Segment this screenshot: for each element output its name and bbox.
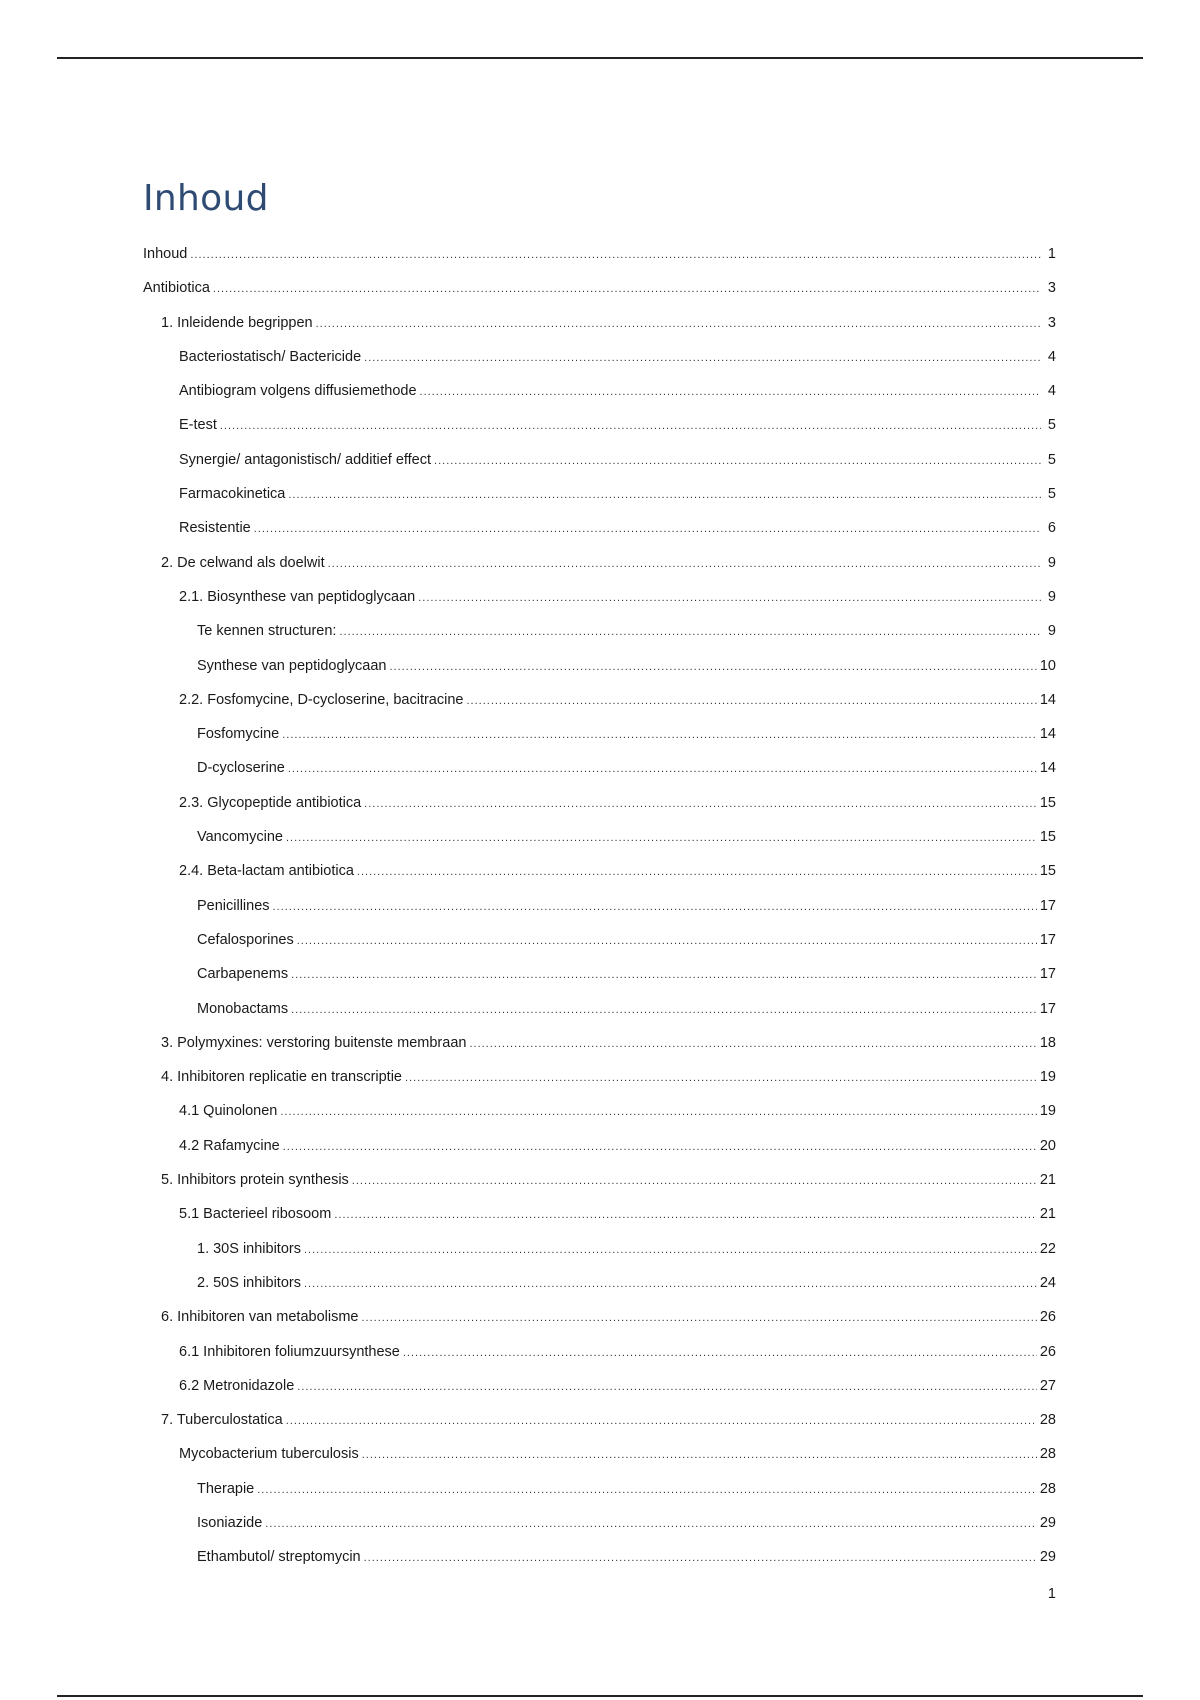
toc-entry[interactable]: [143, 408, 1056, 442]
toc-entry-page: 14: [1039, 760, 1056, 777]
toc-dot-leader: [469, 1027, 1036, 1061]
toc-entry[interactable]: [143, 1369, 1056, 1403]
footer-rule: [57, 1695, 1143, 1697]
toc-entry[interactable]: [143, 820, 1056, 854]
toc-entry[interactable]: [143, 340, 1056, 374]
toc-entry-title: 2. De celwand als doelwit: [161, 554, 325, 571]
toc-dot-leader: [316, 307, 1041, 341]
toc-entry-title: Resistentie: [179, 520, 251, 537]
toc-entry-title: 4.2 Rafamycine: [179, 1137, 280, 1154]
toc-entry-title: 4. Inhibitoren replicatie en transcriptie: [161, 1069, 402, 1086]
toc-entry-title: Penicillines: [197, 897, 270, 914]
toc-dot-leader: [466, 684, 1036, 718]
toc-entry-page: 26: [1039, 1309, 1056, 1326]
toc-entry[interactable]: [143, 443, 1056, 477]
toc-entry-page: 9: [1047, 588, 1056, 605]
toc-entry-page: 27: [1039, 1377, 1056, 1394]
toc-entry-title: Therapie: [197, 1480, 255, 1497]
toc-entry-page: 14: [1039, 691, 1056, 708]
toc-entry-page: 4: [1047, 383, 1056, 400]
toc-entry-title: Cefalosporines: [197, 931, 294, 948]
toc-entry-title: 2.3. Glycopeptide antibiotica: [179, 794, 362, 811]
toc-dot-leader: [364, 787, 1037, 821]
toc-dot-leader: [389, 650, 1036, 684]
toc-entry[interactable]: [143, 1026, 1056, 1060]
toc-entry-page: 5: [1047, 486, 1056, 503]
toc-entry[interactable]: [143, 614, 1056, 648]
toc-dot-leader: [291, 993, 1037, 1027]
toc-dot-leader: [420, 375, 1041, 409]
toc-entry-title: Fosfomycine: [197, 726, 280, 743]
toc-entry-page: 29: [1039, 1549, 1056, 1566]
toc-entry-title: 2.4. Beta-lactam antibiotica: [179, 863, 354, 880]
toc-dot-leader: [362, 1438, 1037, 1472]
toc-entry-page: 28: [1039, 1446, 1056, 1463]
toc-dot-leader: [265, 1507, 1037, 1541]
toc-entry-page: 6: [1047, 520, 1056, 537]
header-rule: [57, 57, 1143, 59]
toc-entry-title: Antibiogram volgens diffusiemethode: [179, 383, 417, 400]
toc-dot-leader: [364, 341, 1041, 375]
toc-entry-page: 21: [1039, 1206, 1056, 1223]
toc-entry-page: 28: [1039, 1480, 1056, 1497]
toc-entry-page: 17: [1039, 931, 1056, 948]
toc-dot-leader: [213, 272, 1041, 306]
toc-entry-page: 28: [1039, 1412, 1056, 1429]
toc-entry-title: 2.1. Biosynthese van peptidoglycaan: [179, 588, 416, 605]
toc-dot-leader: [405, 1061, 1037, 1095]
toc-entry[interactable]: [143, 1403, 1056, 1437]
toc-entry-page: 15: [1039, 794, 1056, 811]
toc-entry-title: Synthese van peptidoglycaan: [197, 657, 387, 674]
toc-entry[interactable]: [143, 1335, 1056, 1369]
toc-entry[interactable]: [143, 1232, 1056, 1266]
toc-dot-leader: [286, 821, 1037, 855]
toc-entry-title: 5.1 Bacterieel ribosoom: [179, 1206, 332, 1223]
toc-entry-title: 5. Inhibitors protein synthesis: [161, 1172, 349, 1189]
toc-dot-leader: [220, 409, 1041, 443]
toc-dot-leader: [364, 1541, 1037, 1575]
toc-dot-leader: [339, 615, 1041, 649]
toc-dot-leader: [297, 924, 1037, 958]
toc-entry-page: 9: [1047, 554, 1056, 571]
toc-entry-title: Inhoud: [143, 246, 188, 262]
toc-entry-page: 3: [1047, 314, 1056, 331]
toc-entry[interactable]: [143, 1094, 1056, 1128]
toc-entry-title: Farmacokinetica: [179, 486, 286, 503]
toc-dot-leader: [297, 1370, 1037, 1404]
toc-entry[interactable]: [143, 923, 1056, 957]
toc-entry[interactable]: [143, 237, 1056, 271]
toc-entry-page: 10: [1039, 657, 1056, 674]
toc-entry[interactable]: [143, 306, 1056, 340]
toc-entry-page: 24: [1039, 1274, 1056, 1291]
toc-entry-page: 19: [1039, 1069, 1056, 1086]
toc-entry-page: 5: [1047, 451, 1056, 468]
page-title: Inhoud: [143, 178, 269, 219]
toc-entry-page: 17: [1039, 966, 1056, 983]
toc-dot-leader: [283, 1130, 1037, 1164]
toc-entry-title: Carbapenems: [197, 966, 289, 983]
toc-dot-leader: [288, 478, 1041, 512]
toc-dot-leader: [361, 1301, 1036, 1335]
toc-entry-title: 3. Polymyxines: verstoring buitenste membraan: [161, 1034, 467, 1051]
toc-dot-leader: [328, 547, 1041, 581]
toc-dot-leader: [282, 718, 1037, 752]
table-of-contents: [143, 237, 1056, 1575]
toc-entry-title: 7. Tuberculostatica: [161, 1412, 283, 1429]
toc-dot-leader: [418, 581, 1041, 615]
toc-entry[interactable]: [143, 1197, 1056, 1231]
toc-entry[interactable]: [143, 1540, 1056, 1574]
toc-entry[interactable]: [143, 1472, 1056, 1506]
toc-entry-page: 3: [1047, 280, 1056, 297]
toc-entry-title: E-test: [179, 417, 217, 434]
toc-entry-title: 2.2. Fosfomycine, D-cycloserine, bacitracine: [179, 691, 464, 708]
toc-dot-leader: [304, 1233, 1037, 1267]
toc-dot-leader: [357, 855, 1037, 889]
toc-dot-leader: [288, 752, 1037, 786]
toc-entry[interactable]: [143, 683, 1056, 717]
toc-entry-page: 21: [1039, 1172, 1056, 1189]
toc-entry[interactable]: [143, 992, 1056, 1026]
toc-entry[interactable]: [143, 477, 1056, 511]
page-number: 1: [1047, 1586, 1056, 1602]
toc-entry[interactable]: [143, 271, 1056, 305]
toc-entry-title: Monobactams: [197, 1000, 289, 1017]
toc-entry[interactable]: [143, 1129, 1056, 1163]
toc-entry-title: Bacteriostatisch/ Bactericide: [179, 348, 362, 365]
toc-dot-leader: [434, 444, 1041, 478]
toc-entry-page: 17: [1039, 897, 1056, 914]
toc-entry[interactable]: [143, 1266, 1056, 1300]
toc-entry-page: 1: [1047, 246, 1056, 262]
toc-entry-title: 6.1 Inhibitoren foliumzuursynthese: [179, 1343, 400, 1360]
toc-entry[interactable]: [143, 1437, 1056, 1471]
toc-dot-leader: [280, 1095, 1037, 1129]
toc-entry[interactable]: [143, 580, 1056, 614]
toc-entry-title: Te kennen structuren:: [197, 623, 337, 640]
toc-entry-page: 15: [1039, 863, 1056, 880]
toc-entry-title: Antibiotica: [143, 280, 210, 297]
toc-entry[interactable]: [143, 1163, 1056, 1197]
toc-dot-leader: [291, 958, 1037, 992]
toc-entry[interactable]: [143, 1506, 1056, 1540]
toc-entry-page: 26: [1039, 1343, 1056, 1360]
toc-dot-leader: [190, 238, 1041, 272]
toc-entry-page: 20: [1039, 1137, 1056, 1154]
toc-entry-page: 18: [1039, 1034, 1056, 1051]
toc-entry-page: 9: [1047, 623, 1056, 640]
toc-entry-title: Isoniazide: [197, 1514, 263, 1531]
toc-dot-leader: [334, 1198, 1037, 1232]
toc-entry[interactable]: [143, 546, 1056, 580]
toc-dot-leader: [254, 512, 1041, 546]
toc-entry-title: D-cycloserine: [197, 760, 285, 777]
toc-entry-title: 2. 50S inhibitors: [197, 1274, 301, 1291]
toc-entry-title: Synergie/ antagonistisch/ additief effect: [179, 451, 432, 468]
toc-entry-title: Mycobacterium tuberculosis: [179, 1446, 359, 1463]
toc-dot-leader: [273, 890, 1037, 924]
toc-entry[interactable]: [143, 511, 1056, 545]
toc-entry-page: 5: [1047, 417, 1056, 434]
toc-entry-page: 15: [1039, 829, 1056, 846]
toc-entry[interactable]: [143, 649, 1056, 683]
toc-entry-page: 22: [1039, 1240, 1056, 1257]
toc-entry-page: 17: [1039, 1000, 1056, 1017]
toc-entry-page: 19: [1039, 1103, 1056, 1120]
toc-entry[interactable]: [143, 786, 1056, 820]
toc-entry-title: 4.1 Quinolonen: [179, 1103, 278, 1120]
toc-entry-page: 14: [1039, 726, 1056, 743]
toc-entry[interactable]: [143, 889, 1056, 923]
toc-dot-leader: [352, 1164, 1037, 1198]
toc-entry[interactable]: [143, 751, 1056, 785]
toc-entry[interactable]: [143, 717, 1056, 751]
toc-dot-leader: [304, 1267, 1037, 1301]
toc-entry[interactable]: [143, 374, 1056, 408]
toc-entry-title: 1. 30S inhibitors: [197, 1240, 301, 1257]
toc-entry[interactable]: [143, 1300, 1056, 1334]
toc-entry[interactable]: [143, 854, 1056, 888]
toc-dot-leader: [257, 1473, 1037, 1507]
toc-dot-leader: [286, 1404, 1037, 1438]
toc-entry-title: Ethambutol/ streptomycin: [197, 1549, 361, 1566]
toc-entry-page: 29: [1039, 1514, 1056, 1531]
toc-entry-title: 1. Inleidende begrippen: [161, 314, 313, 331]
toc-entry-title: 6.2 Metronidazole: [179, 1377, 295, 1394]
toc-entry[interactable]: [143, 957, 1056, 991]
toc-entry-title: 6. Inhibitoren van metabolisme: [161, 1309, 359, 1326]
toc-dot-leader: [403, 1336, 1037, 1370]
toc-entry-title: Vancomycine: [197, 829, 283, 846]
toc-entry-page: 4: [1047, 348, 1056, 365]
toc-entry[interactable]: [143, 1060, 1056, 1094]
